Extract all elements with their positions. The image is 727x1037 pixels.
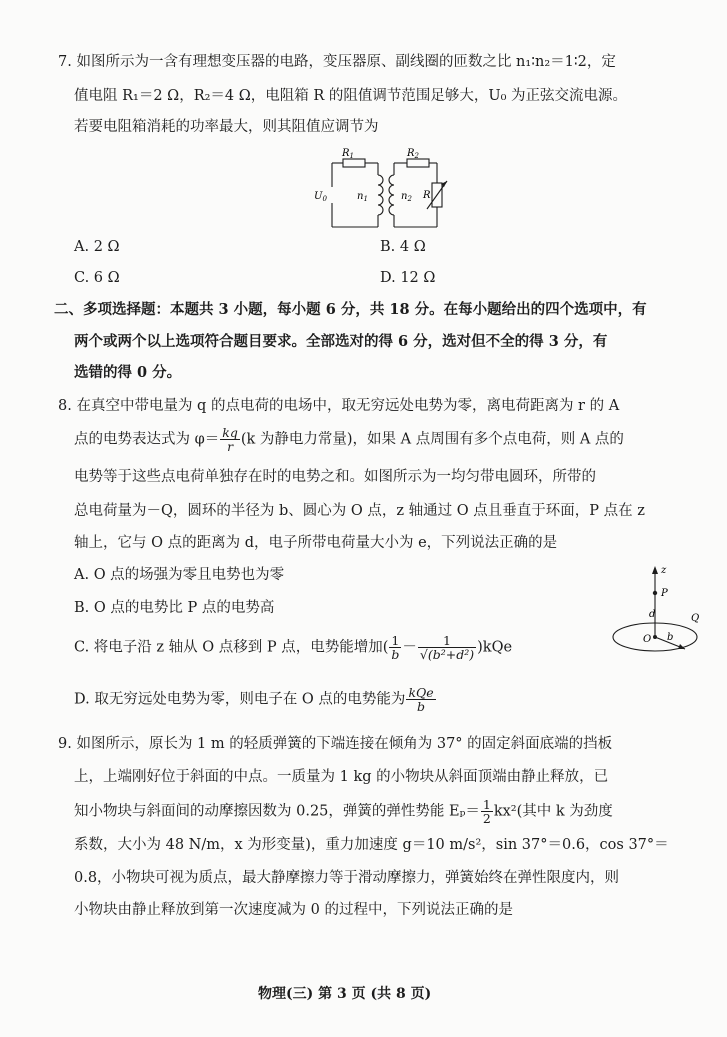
section2-line3: 选错的得 0 分。 bbox=[74, 364, 182, 381]
q8-option-d: D. 取无穷远处电势为零，则电子在 O 点的电势能为 $\frac{\text{kQe}}{b}$ bbox=[74, 685, 434, 714]
page-footer: 物理(三) 第 3 页 (共 8 页) bbox=[258, 986, 432, 1002]
label-r2-sub: 2 bbox=[414, 152, 419, 160]
q8-option-c: C. 将电子沿 z 轴从 O 点移到 P 点，电势能增加( $\frac{1}{b}$ － $\frac{1}{\text{√(b²+d²)}}$ )kQe bbox=[74, 633, 513, 662]
q9-line6: 小物块由静止释放到第一次速度减为 0 的过程中，下列说法正确的是 bbox=[74, 902, 513, 918]
svg-text:R2 bbox=[406, 148, 420, 160]
q7-option-d: D. 12 Ω bbox=[380, 270, 436, 286]
q7-option-a: A. 2 Ω bbox=[74, 239, 120, 255]
q8-ring-diagram bbox=[605, 560, 715, 675]
label-d: d bbox=[649, 609, 656, 620]
label-r1-sub: 1 bbox=[349, 152, 354, 160]
q7-line2: 值电阻 R₁＝2 Ω，R₂＝4 Ω，电阻箱 R 的阻值调节范围足够大，U₀ 为正弦交流电源。 bbox=[74, 88, 628, 104]
label-r1: R bbox=[342, 148, 350, 159]
label-q: Q bbox=[691, 613, 700, 624]
q7-option-c: C. 6 Ω bbox=[74, 270, 120, 286]
label-u0: U bbox=[314, 191, 323, 202]
q8-line1: 8. 在真空中带电量为 q 的点电荷的电场中，取无穷远处电势为零，离电荷距离为 r 的 A bbox=[58, 398, 620, 414]
q9-line4: 系数，大小为 48 N/m，x 为形变量)，重力加速度 g＝10 m/s²，sin 37°＝0.6，cos 37°＝ bbox=[74, 837, 669, 853]
q7-circuit-diagram bbox=[310, 145, 460, 237]
q9-line3: 知小物块与斜面间的动摩擦因数为 0.25，弹簧的弹性势能 Eₚ＝ $\frac{1}{2}$ kx²(其中 k 为劲度 bbox=[74, 797, 613, 826]
q8-line3: 电势等于这些点电荷单独存在时的电势之和。如图所示为一均匀带电圆环，所带的 bbox=[74, 469, 596, 485]
label-n2: n bbox=[401, 191, 408, 202]
label-b: b bbox=[667, 632, 674, 643]
label-z: z bbox=[661, 565, 667, 576]
q9-line5: 0.8，小物块可视为质点，最大静摩擦力等于滑动摩擦力，弹簧始终在弹性限度内，则 bbox=[74, 870, 620, 886]
svg-text:n1 bbox=[357, 191, 368, 203]
q8-line2: 点的电势表达式为 φ＝ $\frac{kq}{r}$ (k 为静电力常量)，如果 A 点周围有多个点电荷，则 A 点的 bbox=[74, 425, 624, 454]
label-u0-sub: 0 bbox=[322, 195, 327, 203]
label-n1: n bbox=[357, 191, 364, 202]
q7-line1: 7. 如图所示为一含有理想变压器的电路，变压器原、副线圈的匝数之比 n₁∶n₂＝1∶2，定 bbox=[58, 54, 616, 70]
label-r: R bbox=[423, 190, 431, 201]
label-n2-sub: 2 bbox=[407, 195, 412, 203]
q7-option-b: B. 4 Ω bbox=[380, 239, 426, 255]
svg-text:U0 bbox=[314, 191, 327, 203]
section2-line1: 二、多项选择题：本题共 3 小题，每小题 6 分，共 18 分。在每小题给出的四个选项中，有 bbox=[54, 301, 647, 318]
label-r2: R bbox=[407, 148, 415, 159]
label-p: P bbox=[661, 588, 668, 599]
q8-line5: 轴上，它与 O 点的距离为 d，电子所带电荷量大小为 e，下列说法正确的是 bbox=[74, 535, 558, 551]
label-n1-sub: 1 bbox=[363, 195, 368, 203]
q8-option-a: A. O 点的场强为零且电势也为零 bbox=[74, 567, 285, 583]
q9-line1: 9. 如图所示，原长为 1 m 的轻质弹簧的下端连接在倾角为 37° 的固定斜面底端的挡板 bbox=[58, 736, 613, 752]
label-o: O bbox=[643, 634, 652, 645]
svg-text:R1 bbox=[341, 148, 354, 160]
section2-line2: 两个或两个以上选项符合题目要求。全部选对的得 6 分，选对但不全的得 3 分，有 bbox=[74, 333, 608, 350]
svg-text:n2 bbox=[401, 191, 412, 203]
q8-line4: 总电荷量为－Q，圆环的半径为 b、圆心为 O 点，z 轴通过 O 点且垂直于环面，P 点在 z bbox=[74, 503, 645, 519]
q7-line3: 若要电阻箱消耗的功率最大，则其阻值应调节为 bbox=[74, 119, 379, 135]
q9-line2: 上，上端刚好位于斜面的中点。一质量为 1 kg 的小物块从斜面顶端由静止释放，已 bbox=[74, 769, 609, 785]
q8-option-b: B. O 点的电势比 P 点的电势高 bbox=[74, 600, 275, 616]
